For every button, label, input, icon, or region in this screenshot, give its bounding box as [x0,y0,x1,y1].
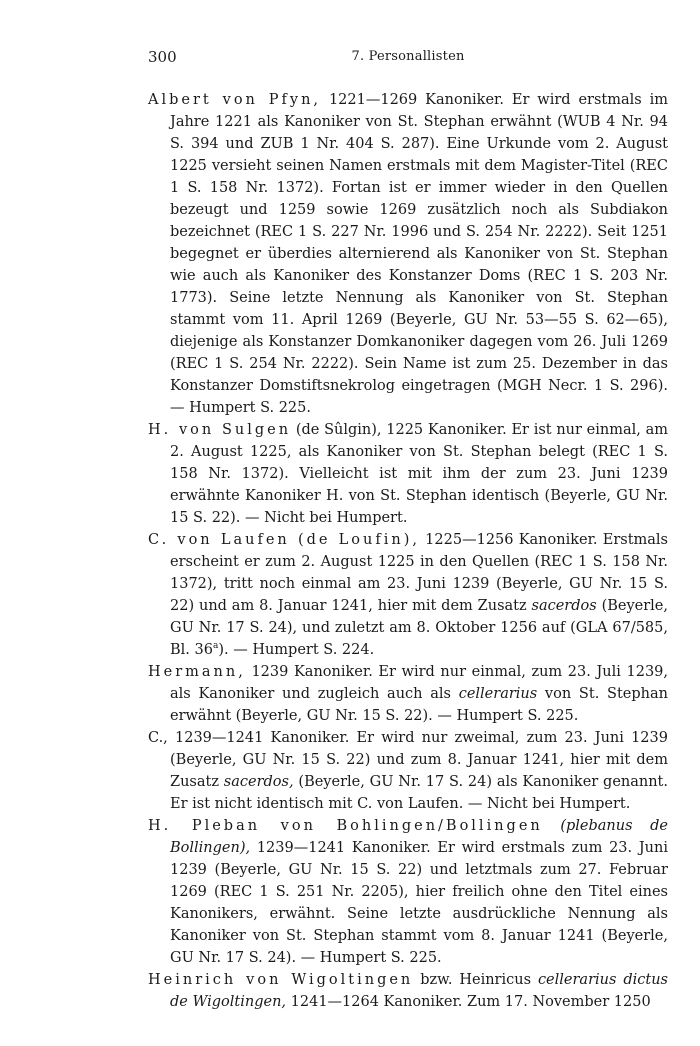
entry-name: C., [148,730,168,746]
entry-text: (de Sûlgin), 1225 Kanoniker. Er ist nur einmal, am 2. August 1225, als Kanoniker von St. Stephan belegt (REC 1 S. 158 Nr. 1372). Vielleicht ist mit ihm der zum 23. Juni 1239 erwähnte Kanoniker H. von St. Stephan identisch (Beyerle, GU Nr. 15 S. 22). — Nicht bei Humpert. [170,422,669,526]
entry-c [148,727,668,815]
entry-italic: sacerdos [531,598,597,614]
entry-italic: cellerarius [458,686,538,702]
entry-text: ). — Humpert S. 224. [218,642,375,658]
entry-text: 1239—1241 Kanoniker. Er wird nur zweimal, zum 23. Juni 1239 (Beyerle, GU Nr. 15 S. 22) und zum 8. Januar 1241, hier mit dem Zusatz [167,730,668,790]
entry-text: (Beyerle, GU Nr. 17 S. 24) als Kanoniker genannt. Er ist nicht identisch mit C. von Laufen. — Nicht bei Humpert. [170,774,668,812]
entry-text: von St. Stephan erwähnt (Beyerle, GU Nr. 15 S. 22). — Humpert S. 225. [170,686,668,724]
entry-text: 1241—1264 Kanoniker. Zum 17. November 1250 [286,994,651,1010]
entry-c-von-laufen [148,529,668,661]
entry-name: H. Pleban von Bohlingen/Bollingen [148,818,543,834]
entry-italic: cellerarius dictus de Wigoltingen, [170,972,668,1010]
entry-name: Hermann, [148,664,246,680]
entry-name: Albert von Pfyn, [148,92,322,108]
entry-name: Heinrich von Wigoltingen [148,972,414,988]
entry-text: (Beyerle, GU Nr. 17 S. 24), und zuletzt am 8. Oktober 1256 auf (GLA 67/585, Bl. 36 [170,598,668,658]
page-number: 300 [148,48,177,66]
entry-text: 1225—1256 Kanoniker. Erstmals erscheint er zum 2. August 1225 in den Quellen (REC 1 S. 158 Nr. 1372), tritt noch einmal am 23. Juni 1239 (Beyerle, GU Nr. 15 S. 22) und am 8. Januar 1241, hier mit dem Zusatz [170,532,668,614]
entry-text: bzw. Heinricus [413,972,538,988]
entry-hermann [148,661,668,727]
entry-italic: sacerdos, [223,774,294,790]
entry-name: C. von Laufen (de Loufin), [148,532,420,548]
entry-text: 1239—1241 Kanoniker. Er wird erstmals zum 23. Juni 1239 (Beyerle, GU Nr. 15 S. 22) und letztmals zum 27. Februar 1269 (REC 1 S. 251 Nr. 2205), hier freilich ohne den Titel eines Kanonikers, erwähnt. Seine letzte ausdrückliche Nennung als Kanoniker von St. Stephan stammt vom 8. Januar 1241 (Beyerle, GU Nr. 17 S. 24). — Humpert S. 225. [170,840,668,966]
entry-italic: (plebanus de Bollingen), [170,818,668,856]
entry-name: H. von Sulgen [148,422,292,438]
entry-heinrich-von-wigoltingen [148,969,668,1013]
page-header [148,48,668,72]
entry-h-von-sulgen [148,419,668,529]
entry-text: 1221—1269 Kanoniker. Er wird erstmals im Jahre 1221 als Kanoniker von St. Stephan erwähnt (WUB 4 Nr. 94 S. 394 und ZUB 1 Nr. 404 S. 287). Eine Urkunde vom 2. August 1225 versieht seinen Namen erstmals mit dem Magister-Titel (REC 1 S. 158 Nr. 1372). Fortan ist er immer wieder in den Quellen bezeugt und 1259 sowie 1269 zusätzlich noch als Subdiakon bezeichnet (REC 1 S. 227 Nr. 1996 und S. 254 Nr. 2222). Seit 1251 begegnet er überdies alternierend als Kanoniker von St. Stephan wie auch als Kanoniker des Konstanzer Doms (REC 1 S. 203 Nr. 1773). Seine letzte Nennung als Kanoniker von St. Stephan stammt vom 11. April 1269 (Beyerle, GU Nr. 53—55 S. 62—65), diejenige als Konstanzer Domkanoniker dagegen vom 26. Juli 1269 (REC 1 S. 254 Nr. 2222). Sein Name ist zum 25. Dezember in das Konstanzer Domstiftsnekrolog eingetragen (MGH Necr. 1 S. 296). — Humpert S. 225. [170,92,668,416]
entry-text: 1239 Kanoniker. Er wird nur einmal, zum 23. Juli 1239, als Kanoniker und zugleich auch als [170,664,668,702]
entry-albert-von-pfyn [148,89,668,419]
running-head: 7. Personallisten [351,49,465,64]
entry-list [148,89,668,1013]
entry-h-pleban-von-bohlingen [148,815,668,969]
superscript: a [212,641,219,652]
